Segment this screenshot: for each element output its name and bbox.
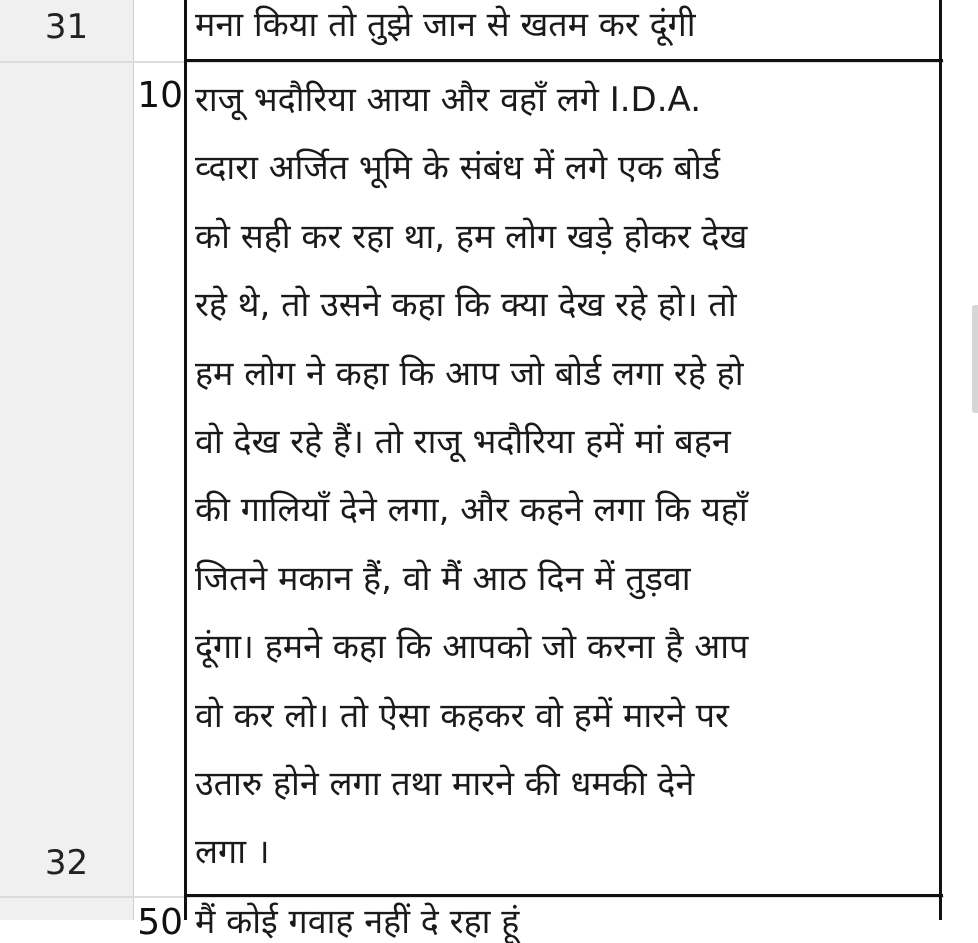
cell-text-line: उतारु होने लगा तथा मारने की धमकी देने xyxy=(195,763,695,804)
scroll-region[interactable] xyxy=(944,0,978,920)
serial-number-partial: 50 xyxy=(137,902,183,943)
cell-text-line: हम लोग ने कहा कि आप जो बोर्ड लगा रहे हो xyxy=(195,353,744,394)
cell-text-line: व्दारा अर्जित भूमि के संबंध में लगे एक बोर्ड xyxy=(195,148,721,189)
cell-text-line: रहे थे, तो उसने कहा कि क्या देख रहे हो। तो xyxy=(195,285,737,326)
cell-text-line: को सही कर रहा था, हम लोग खड़े होकर देख xyxy=(195,216,748,257)
cell-text-line: की गालियाँ देने लगा, और कहने लगा कि यहाँ xyxy=(195,490,748,531)
serial-number: 10 xyxy=(137,75,183,116)
table-row-border xyxy=(185,59,943,62)
table-left-border xyxy=(184,0,187,920)
row-number-32[interactable]: 32 xyxy=(44,843,89,883)
cell-text-line: वो देख रहे हैं। तो राजू भदौरिया हमें मां बहन xyxy=(195,421,731,462)
cell-text-partial: मैं कोई गवाह नहीं दे रहा हूं xyxy=(195,902,520,942)
cell-text-line: वो कर लो। तो ऐसा कहकर वो हमें मारने पर xyxy=(195,695,729,736)
row-number-gutter xyxy=(0,0,134,920)
row-number-31[interactable]: 31 xyxy=(44,7,89,47)
cell-text-line: राजू भदौरिया आया और वहाँ लगे I.D.A. xyxy=(195,80,701,120)
column-divider xyxy=(133,0,134,920)
table-row-border xyxy=(185,894,943,897)
cell-text-line: मना किया तो तुझे जान से खतम कर दूंगी xyxy=(195,5,696,45)
table-row-31[interactable] xyxy=(195,0,930,54)
scrollbar-thumb[interactable] xyxy=(972,305,978,413)
cell-text-line: लगा । xyxy=(195,832,270,873)
cell-text-line: दूंगा। हमने कहा कि आपको जो करना है आप xyxy=(195,627,749,668)
table-right-border xyxy=(939,0,942,920)
cell-text-line: जितने मकान हैं, वो मैं आठ दिन में तुड़वा xyxy=(195,558,691,599)
table-row-32[interactable] xyxy=(195,66,930,887)
